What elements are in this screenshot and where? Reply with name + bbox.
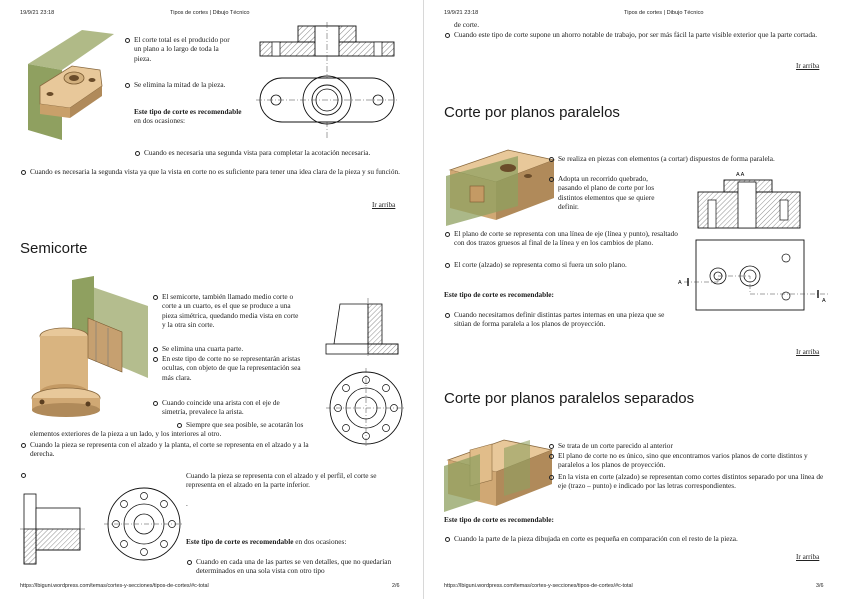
total-bullet-1: El corte total es el producido por un plano a lo largo de toda la pieza. (124, 35, 234, 63)
total-recommended-bold: Este tipo de corte es recomendable (134, 107, 242, 116)
footer-url-left[interactable]: https://lbiguni.wordpress.com/temas/cortes-y-secciones/tipos-de-cortes/#c-total (20, 583, 209, 589)
separados-bullet-1: Se trata de un corte parecido al anterior (548, 441, 818, 450)
total-cut-3d-illustration (22, 24, 122, 144)
paralelos-recommended: Este tipo de corte es recomendable: (444, 290, 554, 299)
link-ir-arriba-3[interactable]: Ir arriba (796, 348, 820, 356)
link-ir-arriba-1[interactable]: Ir arriba (372, 201, 396, 209)
total-recommended (134, 107, 246, 126)
paralelos-3d-illustration (444, 146, 556, 226)
total-recommended-rest: en dos ocasiones: (134, 116, 186, 126)
semicorte-dot: . (186, 499, 188, 508)
semicorte-recommended-bold: Este tipo de corte es recomendable (186, 537, 294, 546)
total-cut-technical-drawing (252, 20, 402, 140)
paralelos-bullet-3: El plano de corte se representa con una línea de eje (línea y punto), resaltado con dos trazos gruesos al final de la línea y en los cambios de plano. (444, 229, 690, 248)
separados-3d-illustration (444, 434, 556, 512)
semicorte-bullet-4: Cuando coincide una arista con el eje de simetría, prevalece la arista. (152, 398, 304, 417)
semicorte-technical-drawing (320, 292, 412, 448)
total-case-1: Cuando es necesaria una segunda vista para completar la acotación necesaria. (144, 148, 371, 157)
page-header-title: Tipos de cortes | Dibujo Técnico (170, 10, 250, 16)
semicorte-recommended-rest: en dos ocasiones: (293, 537, 347, 546)
semicorte-3d-illustration (28, 276, 152, 418)
page-header-title-right: Tipos de cortes | Dibujo Técnico (624, 10, 704, 16)
total-bullet-2: Se elimina la mitad de la pieza. (124, 80, 234, 89)
total-case-2: Cuando es necesaria la segunda vista ya que la vista en corte no es suficiente para tener una idea clara de la pieza y su función. (20, 167, 404, 176)
continued-line: de corte. (454, 20, 480, 29)
link-ir-arriba-2[interactable]: Ir arriba (796, 62, 820, 70)
separados-title: Corte por planos paralelos separados (444, 390, 695, 407)
label-a-left: A (678, 280, 682, 286)
label-a-right: A (822, 298, 826, 304)
semicorte-case-1: Cuando en cada una de las partes se ven detalles, que no quedarían determinados en una sola vista con otro tipo (186, 557, 408, 576)
footer-url-right[interactable]: https://lbiguni.wordpress.com/temas/cortes-y-secciones/tipos-de-cortes/#c-total (444, 583, 633, 589)
continued-bullet: Cuando este tipo de corte supone un ahorro notable de trabajo, por ser más fácil la parte visible exterior que la parte cortada. (444, 30, 828, 39)
paralelos-bullet-4: El corte (alzado) se representa como si fuera un solo plano. (444, 260, 690, 269)
semicorte-bullet-3: En este tipo de corte no se representarán aristas ocultas, con objeto de que la representación sea más clara. (152, 354, 302, 382)
semicorte-bullet-2: Se elimina una cuarta parte. (152, 344, 302, 353)
separados-case-1: Cuando la parte de la pieza dibujada en corte es pequeña en comparación con el resto de la pieza. (444, 534, 834, 543)
semicorte-bullet-6: Cuando la pieza se representa con el alzado y la planta, el corte se representa en el alzado y a la derecha. (20, 440, 312, 459)
footer-page-number-left: 2/6 (392, 583, 400, 589)
semicorte-title: Semicorte (20, 240, 88, 257)
page-header-timestamp-right: 19/9/21 23:18 (444, 10, 479, 16)
label-section-aa: A A (736, 172, 745, 178)
separados-recommended: Este tipo de corte es recomendable: (444, 515, 554, 524)
paralelos-technical-drawing (678, 168, 834, 318)
separados-bullet-3: En la vista en corte (alzado) se representan como cortes distintos separado por una línea de eje (trazo – punto) e indicado por las letras correspondientes. (548, 472, 830, 491)
link-ir-arriba-4[interactable]: Ir arriba (796, 553, 820, 561)
semicorte-bullet-1: El semicorte, también llamado medio corte o corte a un cuarto, es el que se produce a una pieza simétrica, quedando media vista en corte y la otra sin corte. (152, 292, 302, 329)
semicorte-recommended (186, 537, 406, 546)
document-page-right (424, 0, 848, 599)
paralelos-case-1: Cuando necesitamos definir distintas partes internas en una pieza que se sitúan de forma paralela a los planos de proyección. (444, 310, 682, 329)
paralelos-bullet-2: Adopta un recorrido quebrado, pasando el plano de corte por los distintos elementos que se quiere definir. (548, 174, 672, 211)
semicorte-bullet-5: Siempre que sea posible, se acotarán los elementos exteriores de la pieza a un lado, y los interiores al otro. (30, 420, 304, 439)
page-header-timestamp: 19/9/21 23:18 (20, 10, 55, 16)
semicorte-bullet-7: Cuando la pieza se representa con el alzado y el perfil, el corte se representa en el alzado en la parte inferior. (186, 471, 377, 490)
footer-page-number-right: 3/6 (816, 583, 824, 589)
paralelos-bullet-1: Se realiza en piezas con elementos (a cortar) dispuestos de forma paralela. (548, 154, 822, 163)
paralelos-title: Corte por planos paralelos (444, 104, 620, 121)
separados-bullet-2: El plano de corte no es único, sino que encontramos varios planos de corte distintos y paralelos a los planos de proyección. (548, 451, 830, 470)
semicorte-profile-drawing (20, 478, 184, 572)
